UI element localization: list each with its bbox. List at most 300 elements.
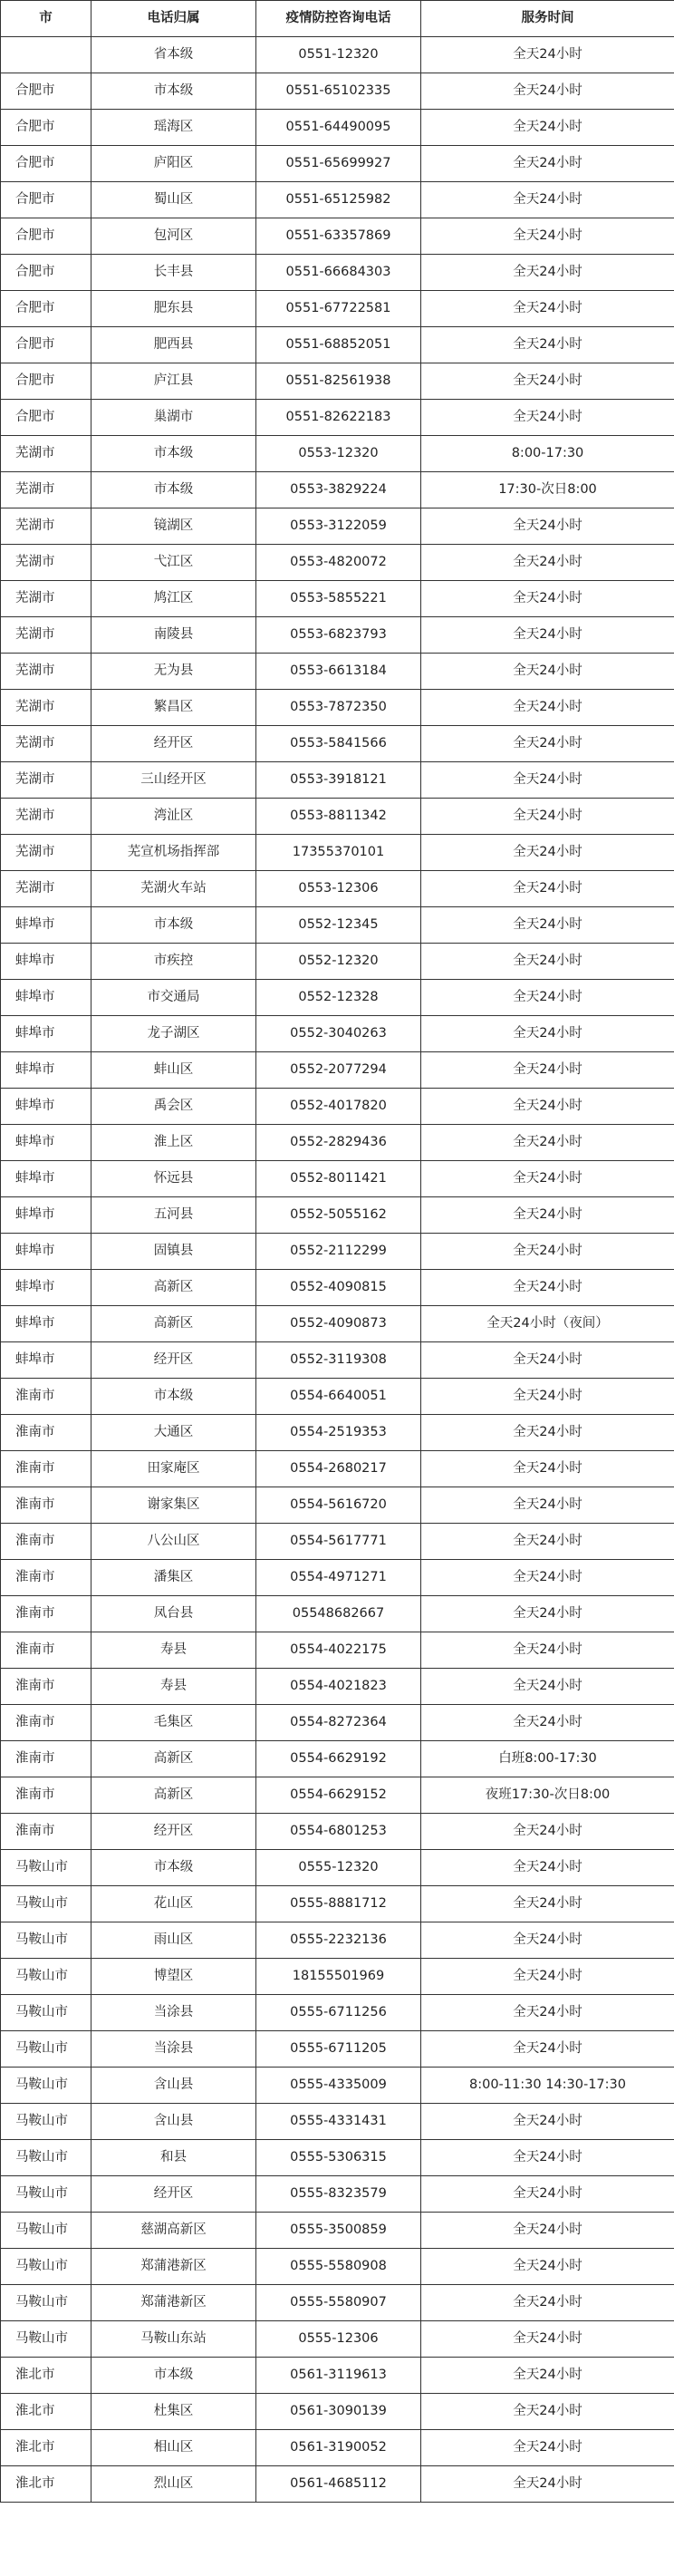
city-cell: 马鞍山市 [1,2140,91,2176]
phone-cell: 0553-4820072 [256,545,421,581]
phone-cell: 0553-6613184 [256,654,421,690]
region-cell: 含山县 [91,2104,256,2140]
region-cell: 肥西县 [91,327,256,363]
hours-cell: 全天24小时 [421,1089,674,1125]
city-cell: 合肥市 [1,327,91,363]
region-cell: 南陵县 [91,617,256,654]
region-cell: 相山区 [91,2430,256,2466]
phone-cell: 0553-5841566 [256,726,421,762]
hours-cell: 全天24小时 [421,508,674,545]
city-cell: 芜湖市 [1,835,91,871]
phone-cell: 0551-82622183 [256,400,421,436]
region-cell: 寿县 [91,1669,256,1705]
hours-cell: 全天24小时 [421,1632,674,1669]
hours-cell: 全天24小时 [421,762,674,799]
region-cell: 当涂县 [91,1995,256,2031]
table-row [1,508,674,545]
hours-cell: 全天24小时 [421,1959,674,1995]
city-cell: 蚌埠市 [1,1125,91,1161]
hours-cell: 全天24小时 [421,37,674,73]
region-cell: 庐阳区 [91,146,256,182]
city-cell: 淮南市 [1,1524,91,1560]
city-cell: 蚌埠市 [1,1270,91,1306]
table-row [1,1342,674,1379]
city-cell: 合肥市 [1,146,91,182]
hours-cell: 全天24小时 [421,327,674,363]
hours-cell: 全天24小时 [421,690,674,726]
hours-cell: 全天24小时 [421,1161,674,1197]
table-row [1,1995,674,2031]
phone-cell: 0561-3119613 [256,2358,421,2394]
region-cell: 无为县 [91,654,256,690]
hours-cell: 全天24小时 [421,980,674,1016]
city-cell: 马鞍山市 [1,2321,91,2358]
region-cell: 经开区 [91,1814,256,1850]
hours-cell: 全天24小时 [421,1052,674,1089]
hours-cell: 全天24小时 [421,944,674,980]
city-cell: 芜湖市 [1,762,91,799]
hours-cell: 全天24小时 [421,2321,674,2358]
table-row [1,1524,674,1560]
phone-cell: 0555-4331431 [256,2104,421,2140]
table-row [1,146,674,182]
phone-cell: 0553-3122059 [256,508,421,545]
hours-cell: 全天24小时 [421,2466,674,2503]
hours-cell: 全天24小时 [421,1487,674,1524]
city-cell: 芜湖市 [1,508,91,545]
phone-cell: 0561-3090139 [256,2394,421,2430]
phone-cell: 0554-6629152 [256,1777,421,1814]
region-cell: 三山经开区 [91,762,256,799]
city-cell: 淮南市 [1,1451,91,1487]
hours-cell: 全天24小时 [421,2213,674,2249]
hours-cell: 全天24小时 [421,581,674,617]
phone-cell: 0555-5580907 [256,2285,421,2321]
table-row [1,182,674,218]
phone-cell: 0552-12320 [256,944,421,980]
table-row [1,871,674,907]
region-cell: 博望区 [91,1959,256,1995]
region-cell: 市交通局 [91,980,256,1016]
table-row [1,1379,674,1415]
hours-cell: 17:30-次日8:00 [421,472,674,508]
phone-cell: 0553-12320 [256,436,421,472]
table-row [1,2249,674,2285]
phone-cell: 0554-2519353 [256,1415,421,1451]
region-cell: 市本级 [91,2358,256,2394]
region-cell: 凤台县 [91,1596,256,1632]
region-cell: 市本级 [91,472,256,508]
hours-cell: 全天24小时 [421,1125,674,1161]
region-cell: 潘集区 [91,1560,256,1596]
hours-cell: 全天24小时 [421,1705,674,1741]
header-region: 电话归属 [91,1,256,37]
table-row [1,726,674,762]
hours-cell: 全天24小时 [421,1234,674,1270]
region-cell: 包河区 [91,218,256,255]
city-cell: 蚌埠市 [1,1306,91,1342]
city-cell: 马鞍山市 [1,1922,91,1959]
table-row [1,291,674,327]
table-row [1,1669,674,1705]
city-cell: 马鞍山市 [1,1850,91,1886]
hours-cell: 全天24小时 [421,1995,674,2031]
phone-cell: 0551-67722581 [256,291,421,327]
region-cell: 毛集区 [91,1705,256,1741]
table-row [1,545,674,581]
hours-cell: 全天24小时 [421,2031,674,2068]
hours-cell: 全天24小时 [421,1379,674,1415]
phone-cell: 0555-2232136 [256,1922,421,1959]
table-row [1,1197,674,1234]
region-cell: 谢家集区 [91,1487,256,1524]
phone-cell: 0552-12345 [256,907,421,944]
table-row [1,1052,674,1089]
hours-cell: 全天24小时 [421,617,674,654]
hours-cell: 全天24小时 [421,654,674,690]
city-cell: 蚌埠市 [1,1016,91,1052]
city-cell: 合肥市 [1,291,91,327]
hours-cell: 全天24小时 [421,1886,674,1922]
city-cell: 芜湖市 [1,690,91,726]
region-cell: 郑蒲港新区 [91,2249,256,2285]
hours-cell: 全天24小时 [421,1596,674,1632]
region-cell: 市本级 [91,1379,256,1415]
phone-cell: 0551-66684303 [256,255,421,291]
city-cell: 马鞍山市 [1,2213,91,2249]
table-row [1,2466,674,2503]
phone-cell: 0551-64490095 [256,110,421,146]
table-row [1,690,674,726]
region-cell: 巢湖市 [91,400,256,436]
table-row [1,1560,674,1596]
region-cell: 杜集区 [91,2394,256,2430]
city-cell: 马鞍山市 [1,2104,91,2140]
phone-cell: 0551-68852051 [256,327,421,363]
phone-cell: 0551-65102335 [256,73,421,110]
city-cell: 蚌埠市 [1,907,91,944]
table-row [1,2358,674,2394]
hours-cell: 全天24小时 [421,2140,674,2176]
phone-cell: 0553-12306 [256,871,421,907]
phone-cell: 0555-6711205 [256,2031,421,2068]
city-cell: 合肥市 [1,218,91,255]
table-row [1,1705,674,1741]
city-cell: 淮南市 [1,1415,91,1451]
phone-cell: 0551-65125982 [256,182,421,218]
hours-cell: 全天24小时 [421,1669,674,1705]
phone-cell: 0554-4022175 [256,1632,421,1669]
city-cell: 芜湖市 [1,545,91,581]
phone-cell: 0555-6711256 [256,1995,421,2031]
city-cell: 淮南市 [1,1487,91,1524]
region-cell: 长丰县 [91,255,256,291]
hours-cell: 全天24小时 [421,1524,674,1560]
table-row [1,363,674,400]
table-row [1,327,674,363]
table-row [1,980,674,1016]
city-cell: 马鞍山市 [1,2031,91,2068]
region-cell: 五河县 [91,1197,256,1234]
region-cell: 市本级 [91,73,256,110]
table-row [1,1777,674,1814]
city-cell: 合肥市 [1,400,91,436]
city-cell: 芜湖市 [1,726,91,762]
region-cell: 弋江区 [91,545,256,581]
region-cell: 大通区 [91,1415,256,1451]
phone-cell: 0555-5580908 [256,2249,421,2285]
table-row [1,835,674,871]
table-row [1,944,674,980]
city-cell: 淮北市 [1,2466,91,2503]
region-cell: 市本级 [91,436,256,472]
phone-cell: 05548682667 [256,1596,421,1632]
city-cell: 芜湖市 [1,799,91,835]
phone-cell: 0554-6629192 [256,1741,421,1777]
hours-cell: 全天24小时 [421,2285,674,2321]
city-cell: 淮南市 [1,1379,91,1415]
region-cell: 瑶海区 [91,110,256,146]
table-row [1,2104,674,2140]
hours-cell: 全天24小时 [421,218,674,255]
table-row [1,1596,674,1632]
region-cell: 市本级 [91,907,256,944]
table-row [1,37,674,73]
hours-cell: 全天24小时 [421,2249,674,2285]
city-cell: 蚌埠市 [1,1234,91,1270]
region-cell: 花山区 [91,1886,256,1922]
region-cell: 高新区 [91,1270,256,1306]
phone-cell: 0552-2829436 [256,1125,421,1161]
region-cell: 经开区 [91,2176,256,2213]
city-cell: 淮南市 [1,1777,91,1814]
region-cell: 湾沚区 [91,799,256,835]
city-cell: 淮北市 [1,2394,91,2430]
table-row [1,1016,674,1052]
table-row [1,2430,674,2466]
phone-cell: 0555-8323579 [256,2176,421,2213]
region-cell: 蜀山区 [91,182,256,218]
header-phone: 疫情防控咨询电话 [256,1,421,37]
hours-cell: 全天24小时 [421,146,674,182]
table-row [1,472,674,508]
hours-cell: 全天24小时 [421,363,674,400]
city-cell: 淮南市 [1,1705,91,1741]
region-cell: 镜湖区 [91,508,256,545]
table-row [1,1922,674,1959]
hours-cell: 全天24小时 [421,1016,674,1052]
hours-cell: 全天24小时 [421,2430,674,2466]
table-row [1,2321,674,2358]
city-cell: 淮南市 [1,1741,91,1777]
phone-cell: 0551-12320 [256,37,421,73]
hours-cell: 全天24小时 [421,110,674,146]
region-cell: 经开区 [91,1342,256,1379]
table-row [1,1741,674,1777]
phone-cell: 0552-3119308 [256,1342,421,1379]
region-cell: 田家庵区 [91,1451,256,1487]
region-cell: 和县 [91,2140,256,2176]
city-cell: 合肥市 [1,182,91,218]
region-cell: 怀远县 [91,1161,256,1197]
region-cell: 寿县 [91,1632,256,1669]
phone-cell: 0553-6823793 [256,617,421,654]
hours-cell: 全天24小时 [421,1560,674,1596]
city-cell: 蚌埠市 [1,944,91,980]
phone-cell: 0552-2077294 [256,1052,421,1089]
table-row [1,110,674,146]
table-row [1,1959,674,1995]
phone-cell: 0552-8011421 [256,1161,421,1197]
table-row [1,1886,674,1922]
city-cell: 蚌埠市 [1,1052,91,1089]
city-cell: 蚌埠市 [1,1197,91,1234]
city-cell: 马鞍山市 [1,1886,91,1922]
table-row [1,1270,674,1306]
phone-cell: 0554-4971271 [256,1560,421,1596]
region-cell: 烈山区 [91,2466,256,2503]
phone-cell: 0561-3190052 [256,2430,421,2466]
table-row [1,617,674,654]
hours-cell: 全天24小时 [421,799,674,835]
region-cell: 八公山区 [91,1524,256,1560]
hours-cell: 8:00-17:30 [421,436,674,472]
region-cell: 肥东县 [91,291,256,327]
hours-cell: 全天24小时 [421,255,674,291]
city-cell: 马鞍山市 [1,1995,91,2031]
phone-cell: 0554-6801253 [256,1814,421,1850]
region-cell: 芜宣机场指挥部 [91,835,256,871]
phone-cell: 0553-3918121 [256,762,421,799]
city-cell: 淮北市 [1,2358,91,2394]
table-row [1,2285,674,2321]
phone-cell: 0554-4021823 [256,1669,421,1705]
city-cell: 淮北市 [1,2430,91,2466]
hours-cell: 全天24小时 [421,2358,674,2394]
hours-cell: 全天24小时 [421,907,674,944]
region-cell: 市疾控 [91,944,256,980]
city-cell [1,37,91,73]
city-cell: 淮南市 [1,1814,91,1850]
city-cell: 芜湖市 [1,654,91,690]
region-cell: 慈湖高新区 [91,2213,256,2249]
table-row [1,581,674,617]
hours-cell: 全天24小时 [421,2394,674,2430]
table-row [1,2140,674,2176]
city-cell: 芜湖市 [1,581,91,617]
table-row [1,1632,674,1669]
table-row [1,1089,674,1125]
phone-cell: 18155501969 [256,1959,421,1995]
hours-cell: 白班8:00-17:30 [421,1741,674,1777]
table-row [1,2213,674,2249]
phone-cell: 0554-5617771 [256,1524,421,1560]
table-row [1,2394,674,2430]
city-cell: 合肥市 [1,255,91,291]
phone-cell: 0551-82561938 [256,363,421,400]
hours-cell: 夜班17:30-次日8:00 [421,1777,674,1814]
region-cell: 高新区 [91,1777,256,1814]
hours-cell: 全天24小时 [421,1922,674,1959]
city-cell: 合肥市 [1,363,91,400]
phone-cell: 0555-4335009 [256,2068,421,2104]
hours-cell: 全天24小时 [421,1451,674,1487]
phone-cell: 0553-7872350 [256,690,421,726]
region-cell: 蚌山区 [91,1052,256,1089]
phone-cell: 0554-2680217 [256,1451,421,1487]
header-row [1,1,674,37]
region-cell: 庐江县 [91,363,256,400]
table-header [1,1,674,37]
region-cell: 高新区 [91,1741,256,1777]
table-row [1,1234,674,1270]
table-row [1,762,674,799]
city-cell: 淮南市 [1,1560,91,1596]
city-cell: 淮南市 [1,1632,91,1669]
table-row [1,654,674,690]
table-row [1,1306,674,1342]
city-cell: 淮南市 [1,1669,91,1705]
hours-cell: 全天24小时（夜间） [421,1306,674,1342]
phone-cell: 0551-63357869 [256,218,421,255]
hours-cell: 全天24小时 [421,1850,674,1886]
hours-cell: 全天24小时 [421,1415,674,1451]
city-cell: 合肥市 [1,110,91,146]
phone-cell: 0553-3829224 [256,472,421,508]
hours-cell: 全天24小时 [421,1342,674,1379]
region-cell: 高新区 [91,1306,256,1342]
city-cell: 马鞍山市 [1,2068,91,2104]
phone-cell: 17355370101 [256,835,421,871]
region-cell: 禹会区 [91,1089,256,1125]
table-row [1,255,674,291]
region-cell: 固镇县 [91,1234,256,1270]
city-cell: 蚌埠市 [1,980,91,1016]
phone-cell: 0552-5055162 [256,1197,421,1234]
phone-cell: 0553-5855221 [256,581,421,617]
phone-cell: 0552-4090873 [256,1306,421,1342]
hours-cell: 全天24小时 [421,2176,674,2213]
phone-cell: 0552-12328 [256,980,421,1016]
table-body [1,37,674,2503]
region-cell: 龙子湖区 [91,1016,256,1052]
city-cell: 芜湖市 [1,436,91,472]
region-cell: 当涂县 [91,2031,256,2068]
region-cell: 鸠江区 [91,581,256,617]
hours-cell: 8:00-11:30 14:30-17:30 [421,2068,674,2104]
table-row [1,907,674,944]
hours-cell: 全天24小时 [421,1814,674,1850]
table-row [1,1451,674,1487]
phone-cell: 0555-3500859 [256,2213,421,2249]
hours-cell: 全天24小时 [421,291,674,327]
table-row [1,1850,674,1886]
region-cell: 雨山区 [91,1922,256,1959]
hours-cell: 全天24小时 [421,726,674,762]
hours-cell: 全天24小时 [421,400,674,436]
city-cell: 蚌埠市 [1,1089,91,1125]
phone-cell: 0554-8272364 [256,1705,421,1741]
region-cell: 马鞍山东站 [91,2321,256,2358]
hours-cell: 全天24小时 [421,1270,674,1306]
phone-cell: 0554-6640051 [256,1379,421,1415]
phone-cell: 0552-4090815 [256,1270,421,1306]
region-cell: 含山县 [91,2068,256,2104]
phone-cell: 0551-65699927 [256,146,421,182]
region-cell: 淮上区 [91,1125,256,1161]
region-cell: 繁昌区 [91,690,256,726]
header-city: 市 [1,1,91,37]
